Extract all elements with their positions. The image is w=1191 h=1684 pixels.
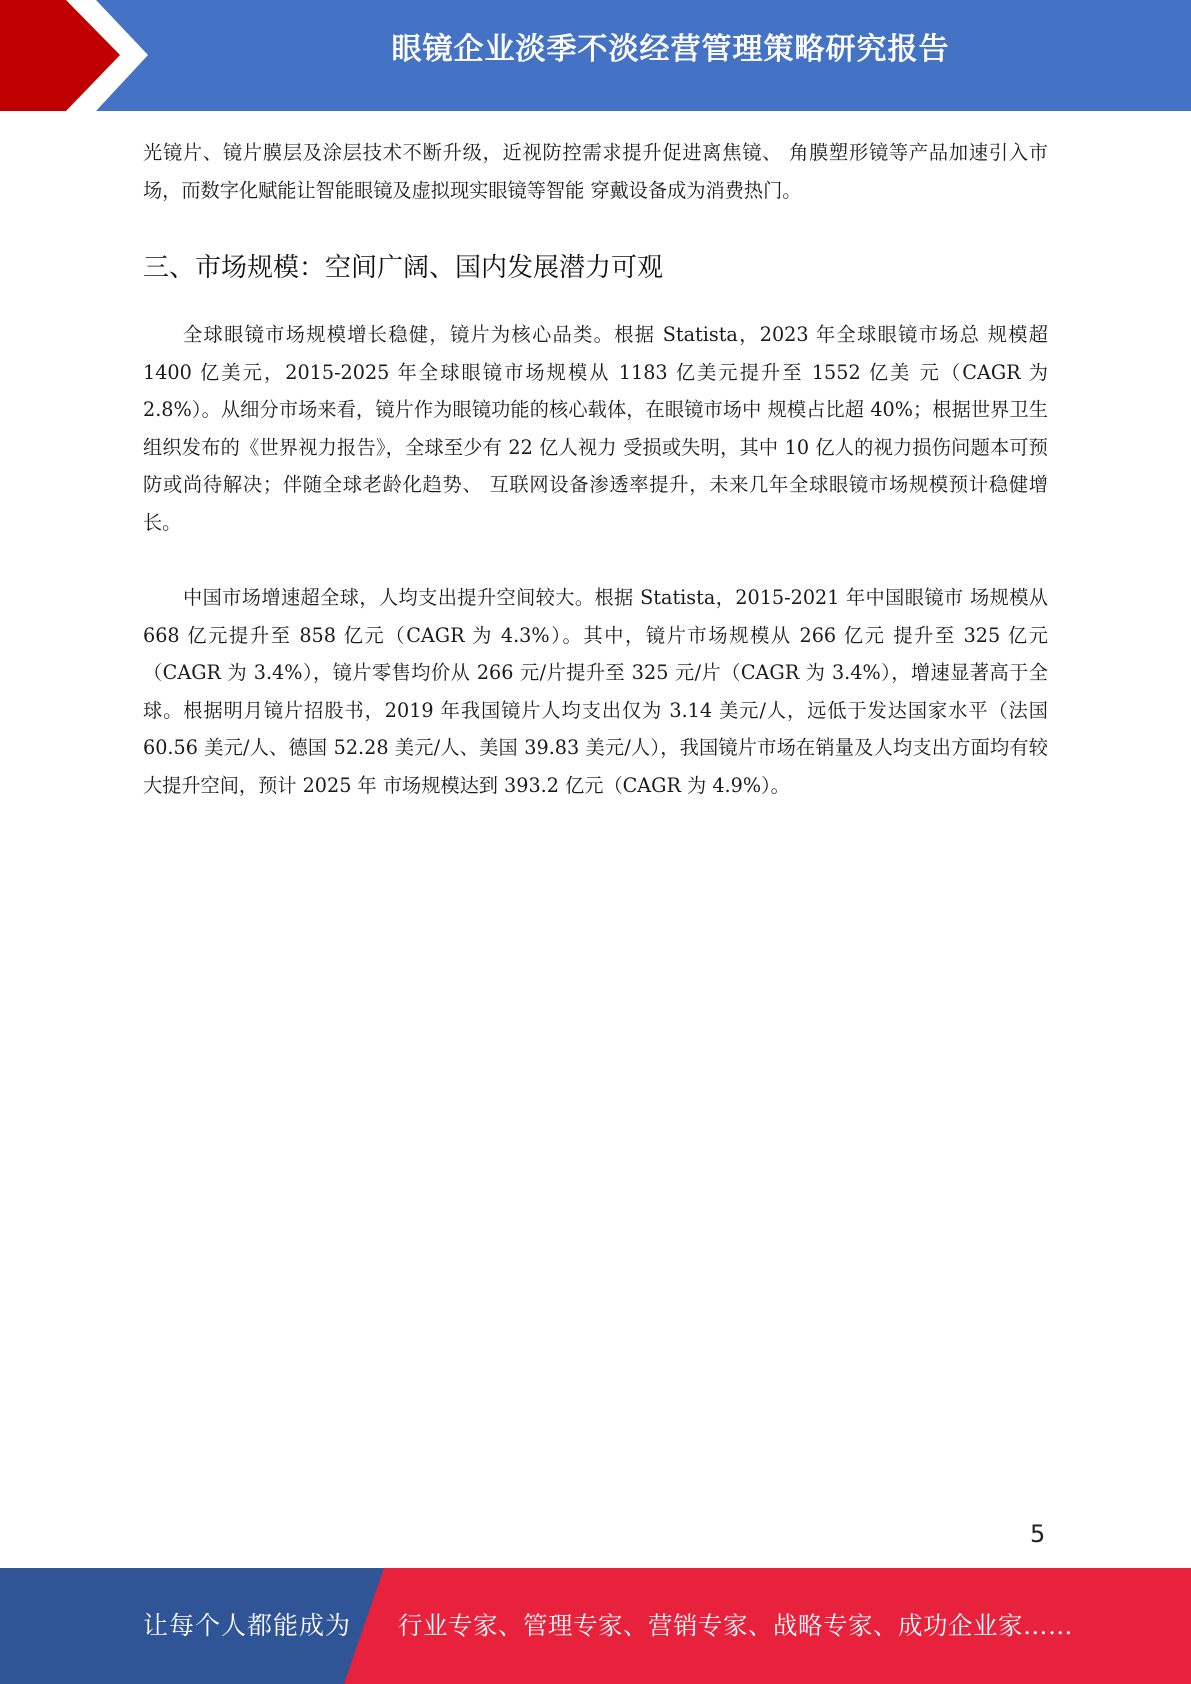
paragraph-china-market: 中国市场增速超全球，人均支出提升空间较大。根据 Statista，2015-2021 年中国眼镜市 场规模从 668 亿元提升至 858 亿元（CAGR 为 4.3%）。其中，镜片市场规模从 266 亿元 提升至 325 亿元（CAGR 为 3.4%），镜片零售均价从 266 元/片提升至 325 元/片（CAGR 为 3.4%），增速显著高于全球。根据明月镜片招股书，2019 年我国镜片人均支出仅为 3.14 美元/人，远低于发达国家水平（法国 60.56 美元/人、德国 52.28 美元/人、美国 39.83 美元/人），我国镜片市场在销量及人均支出方面均有较大提升空间，预计 2025 年 市场规模达到 393.2 亿元（CAGR 为 4.9%）。 [143, 586, 1048, 797]
page-footer [0, 1568, 1191, 1684]
footer-slogan-left: 让每个人都能成为 [143, 1611, 352, 1640]
section-heading: 三、市场规模：空间广阔、国内发展潜力可观 [143, 253, 664, 283]
intro-paragraph: 光镜片、镜片膜层及涂层技术不断升级，近视防控需求提升促进离焦镜、 角膜塑形镜等产品加速引入市场，而数字化赋能让智能眼镜及虚拟现实眼镜等智能 穿戴设备成为消费热门。 [143, 141, 1048, 202]
footer-slogan-right: 行业专家、管理专家、营销专家、战略专家、成功企业家…… [398, 1611, 1073, 1640]
paragraph-global-market: 全球眼镜市场规模增长稳健，镜片为核心品类。根据 Statista，2023 年全球眼镜市场总 规模超 1400 亿美元，2015-2025 年全球眼镜市场规模从 1183 亿美元提升至 1552 亿美 元（CAGR 为 2.8%）。从细分市场来看，镜片作为眼镜功能的核心载体，在眼镜市场中 规模占比超 40%；根据世界卫生组织发布的《世界视力报告》，全球至少有 22 亿人视力 受损或失明，其中 10 亿人的视力损伤问题本可预防或尚待解决；伴随全球老龄化趋势、 互联网设备渗透率提升，未来几年全球眼镜市场规模预计稳健增长。 [143, 323, 1048, 534]
page-header [0, 0, 1191, 111]
report-title: 眼镜企业淡季不淡经营管理策略研究报告 [391, 32, 950, 67]
page-number: 5 [1030, 1520, 1046, 1548]
document-body [143, 134, 1048, 804]
